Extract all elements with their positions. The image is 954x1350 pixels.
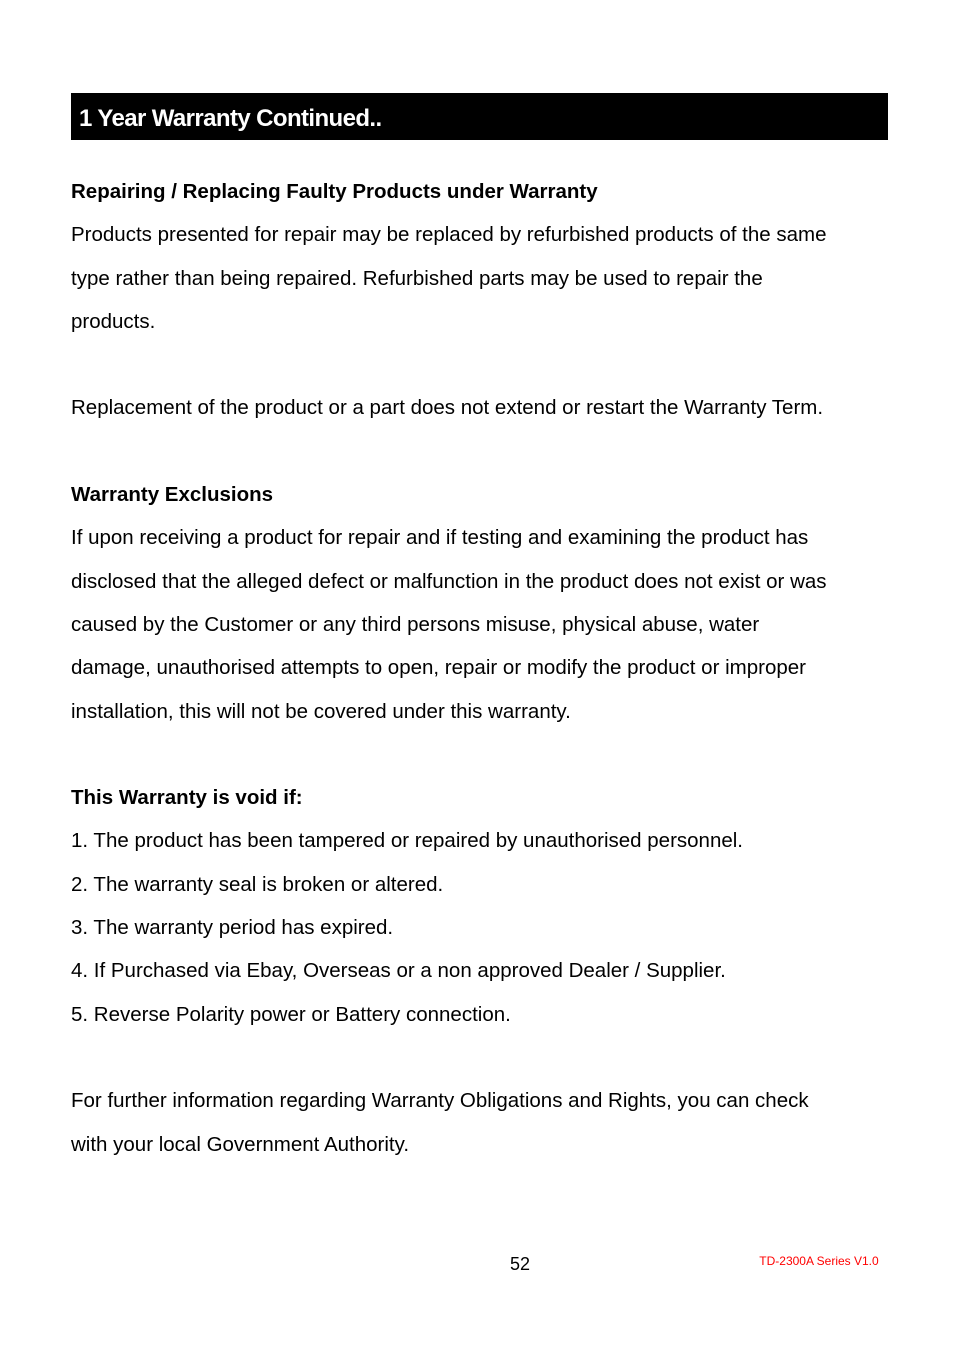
paragraph-spacer	[71, 430, 911, 473]
page-number: 52	[509, 1254, 531, 1274]
void-list-item: 5. Reverse Polarity power or Battery connection.	[71, 1002, 511, 1026]
exclusions-paragraph-line: damage, unauthorised attempts to open, repair or modify the product or improper	[71, 656, 806, 680]
exclusions-paragraph-line: disclosed that the alleged defect or malfunction in the product does not exist or was	[71, 569, 827, 593]
exclusions-paragraph-line: caused by the Customer or any third persons misuse, physical abuse, water	[71, 612, 760, 636]
exclusions-paragraph-line: If upon receiving a product for repair and if testing and examining the product has	[71, 526, 809, 550]
paragraph-spacer	[71, 733, 911, 776]
repair-paragraph-line: products.	[71, 309, 156, 333]
paragraph-spacer	[71, 343, 911, 386]
repair-paragraph-line: type rather than being repaired. Refurbished parts may be used to repair the	[71, 266, 763, 290]
version-label: TD-2300A Series V1.0	[759, 1254, 879, 1268]
paragraph-spacer	[71, 1036, 911, 1079]
void-list-item: 2. The warranty seal is broken or altered.	[71, 872, 444, 896]
void-heading: This Warranty is void if:	[71, 786, 303, 810]
replacement-paragraph: Replacement of the product or a part does not extend or restart the Warranty Term.	[71, 396, 824, 420]
exclusions-paragraph-line: installation, this will not be covered under this warranty.	[71, 699, 571, 723]
further-info-line: with your local Government Authority.	[71, 1132, 410, 1156]
repair-heading: Repairing / Replacing Faulty Products under Warranty	[71, 180, 598, 203]
void-list-item: 3. The warranty period has expired.	[71, 916, 394, 940]
document-body	[71, 170, 911, 1166]
void-list-item: 4. If Purchased via Ebay, Overseas or a non approved Dealer / Supplier.	[71, 959, 726, 983]
page-title: 1 Year Warranty Continued..	[79, 104, 382, 132]
repair-paragraph-line: Products presented for repair may be replaced by refurbished products of the same	[71, 223, 827, 247]
further-info-line: For further information regarding Warranty Obligations and Rights, you can check	[71, 1089, 809, 1113]
section-header-bar	[71, 93, 888, 140]
void-list-item: 1. The product has been tampered or repaired by unauthorised personnel.	[71, 829, 744, 853]
exclusions-heading: Warranty Exclusions	[71, 483, 274, 507]
